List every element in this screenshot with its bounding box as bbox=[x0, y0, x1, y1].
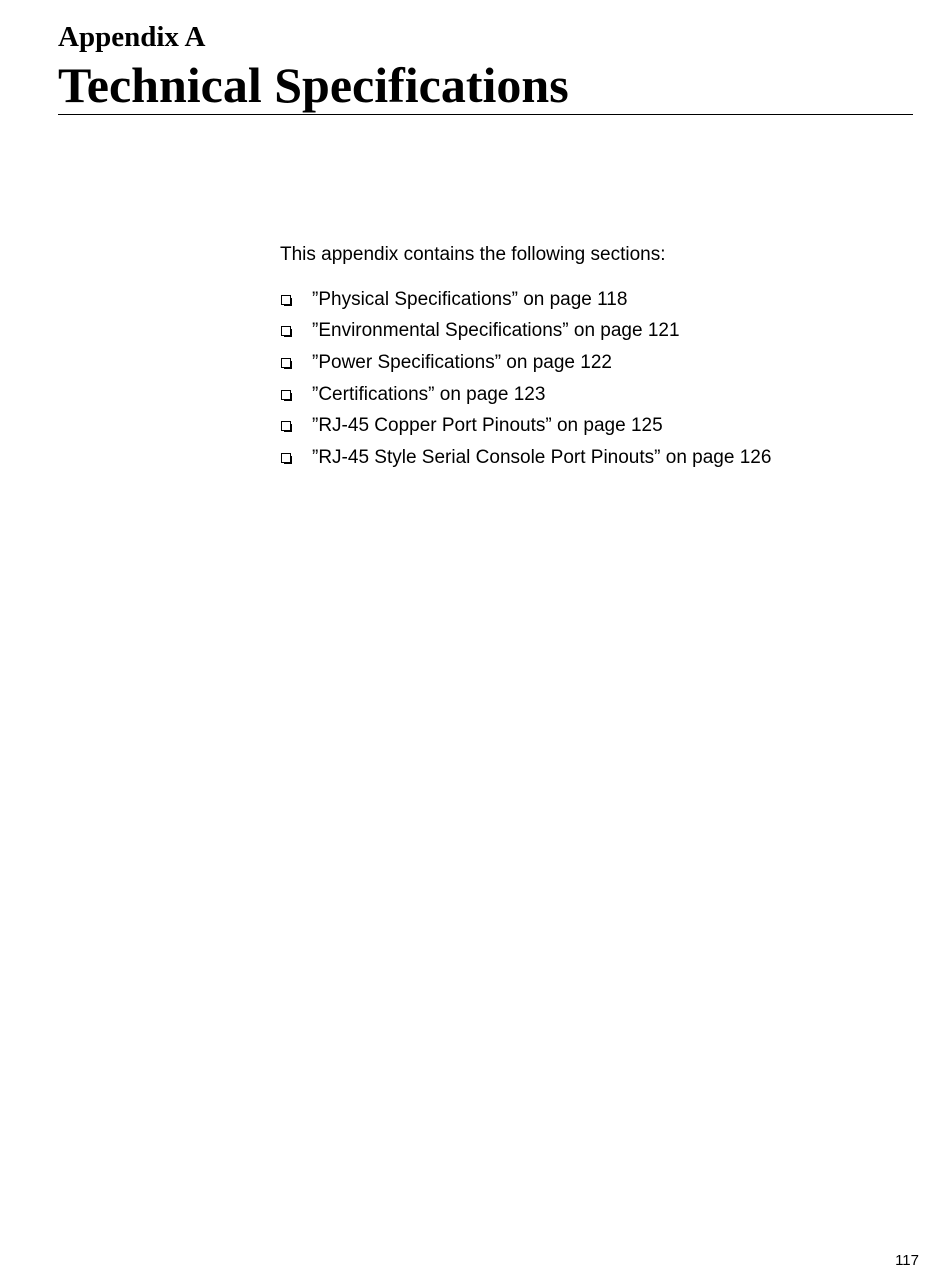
section-link-text[interactable]: ”Environmental Specifications” on page 121 bbox=[312, 320, 680, 342]
section-link-text[interactable]: ”RJ-45 Copper Port Pinouts” on page 125 bbox=[312, 415, 663, 437]
checkbox-bullet-icon bbox=[280, 324, 312, 338]
checkbox-bullet-icon bbox=[280, 356, 312, 370]
checkbox-bullet-icon bbox=[280, 419, 312, 433]
checkbox-bullet-icon bbox=[280, 293, 312, 307]
body-content bbox=[280, 242, 920, 474]
checkbox-bullet-icon bbox=[280, 451, 312, 465]
section-item-certifications[interactable] bbox=[280, 379, 920, 411]
intro-text: This appendix contains the following sections: bbox=[280, 244, 666, 265]
section-item-physical[interactable] bbox=[280, 284, 920, 316]
section-item-console-pinouts[interactable] bbox=[280, 442, 920, 474]
section-link-text[interactable]: ”Physical Specifications” on page 118 bbox=[312, 288, 628, 310]
page-title: Technical Specifications bbox=[58, 57, 569, 113]
section-link-text[interactable]: ”Power Specifications” on page 122 bbox=[312, 351, 612, 373]
page-number: 117 bbox=[895, 1252, 919, 1269]
section-list bbox=[280, 284, 920, 474]
appendix-label: Appendix A bbox=[58, 21, 206, 53]
section-link-text[interactable]: ”Certifications” on page 123 bbox=[312, 383, 546, 405]
section-item-copper-pinouts[interactable] bbox=[280, 410, 920, 442]
section-link-text[interactable]: ”RJ-45 Style Serial Console Port Pinouts” on page 126 bbox=[312, 446, 772, 468]
title-divider bbox=[58, 114, 913, 115]
checkbox-bullet-icon bbox=[280, 388, 312, 402]
section-item-environmental[interactable] bbox=[280, 316, 920, 348]
section-item-power[interactable] bbox=[280, 347, 920, 379]
